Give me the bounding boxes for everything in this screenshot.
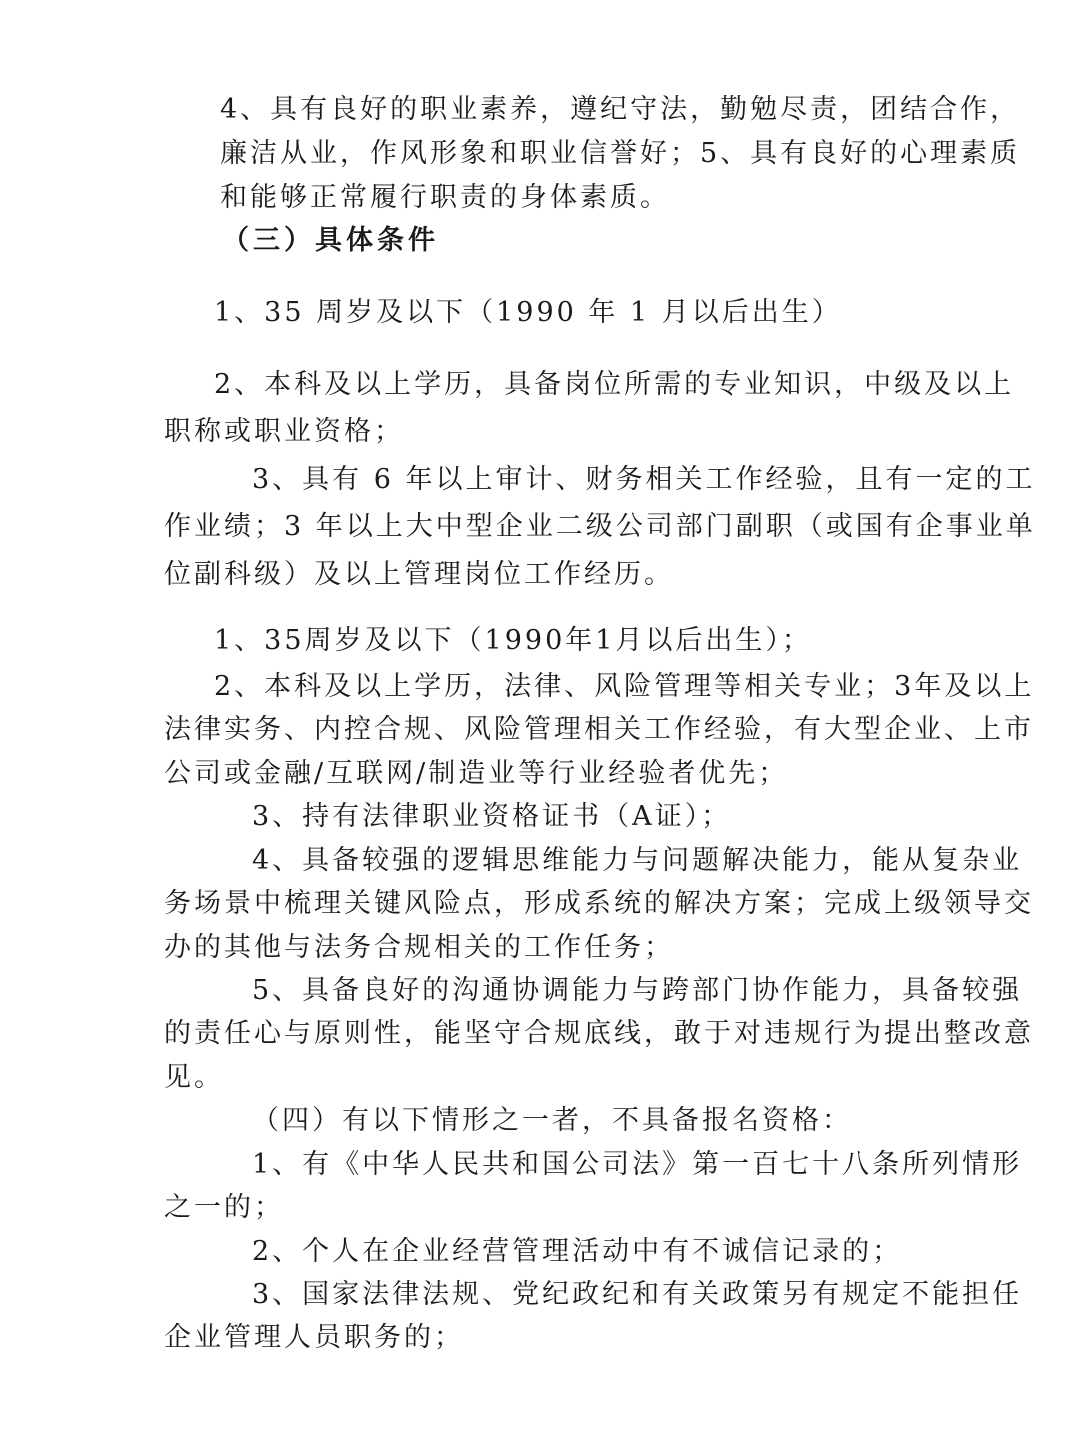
section-b-item3-line1: 3、具有 6 年以上审计、财务相关工作经验，且有一定的工: [252, 464, 1036, 495]
section-b-item3-line2: 作业绩；3 年以上大中型企业二级公司部门副职（或国有企事业单: [164, 511, 1036, 542]
section-d-item3-line2: 企业管理人员职务的；: [164, 1322, 464, 1353]
section-c-item2-line3: 公司或金融/互联网/制造业等行业经验者优先；: [164, 758, 789, 789]
section-c-item5-line3: 见。: [164, 1062, 224, 1093]
section-d-item1-line2: 之一的；: [164, 1192, 284, 1223]
section-c-item2-line2: 法律实务、内控合规、风险管理相关工作经验，有大型企业、上市: [164, 714, 1034, 745]
section-c-item4-line2: 务场景中梳理关键风险点，形成系统的解决方案；完成上级领导交: [164, 888, 1034, 919]
section-b-item2-line1: 2、本科及以上学历，具备岗位所需的专业知识，中级及以上: [214, 369, 1015, 400]
section-c-item5-line2: 的责任心与原则性，能坚守合规底线，敢于对违规行为提出整改意: [164, 1018, 1034, 1049]
section-c-item4-line3: 办的其他与法务合规相关的工作任务；: [164, 932, 674, 963]
section-a-item4-line3: 和能够正常履行职责的身体素质。: [220, 182, 670, 213]
section-heading-disqualifications: （四）有以下情形之一者，不具备报名资格：: [252, 1105, 852, 1136]
section-a-item4-line2: 廉洁从业，作风形象和职业信誉好；5、具有良好的心理素质: [220, 138, 1021, 169]
section-b-item3-line3: 位副科级）及以上管理岗位工作经历。: [164, 559, 674, 590]
section-c-item4-line1: 4、具备较强的逻辑思维能力与问题解决能力，能从复杂业: [252, 845, 1023, 876]
section-c-item5-line1: 5、具备良好的沟通协调能力与跨部门协作能力，具备较强: [252, 975, 1023, 1006]
section-b-item1: 1、35 周岁及以下（1990 年 1 月以后出生）: [214, 297, 842, 328]
section-b-item2-line2: 职称或职业资格；: [164, 416, 404, 447]
section-c-item1: 1、35周岁及以下（1990年1月以后出生）；: [214, 625, 812, 656]
section-a-item4-line1: 4、具有良好的职业素养，遵纪守法，勤勉尽责，团结合作，: [220, 94, 1021, 125]
section-c-item2-line1: 2、本科及以上学历，法律、风险管理等相关专业；3年及以上: [214, 671, 1035, 702]
section-heading-specific-conditions: （三）具体条件: [222, 225, 439, 256]
section-c-item3: 3、持有法律职业资格证书（A证）；: [252, 801, 732, 832]
section-d-item1-line1: 1、有《中华人民共和国公司法》第一百七十八条所列情形: [252, 1149, 1023, 1180]
section-d-item2: 2、个人在企业经营管理活动中有不诚信记录的；: [252, 1236, 903, 1267]
section-d-item3-line1: 3、国家法律法规、党纪政纪和有关政策另有规定不能担任: [252, 1279, 1023, 1310]
